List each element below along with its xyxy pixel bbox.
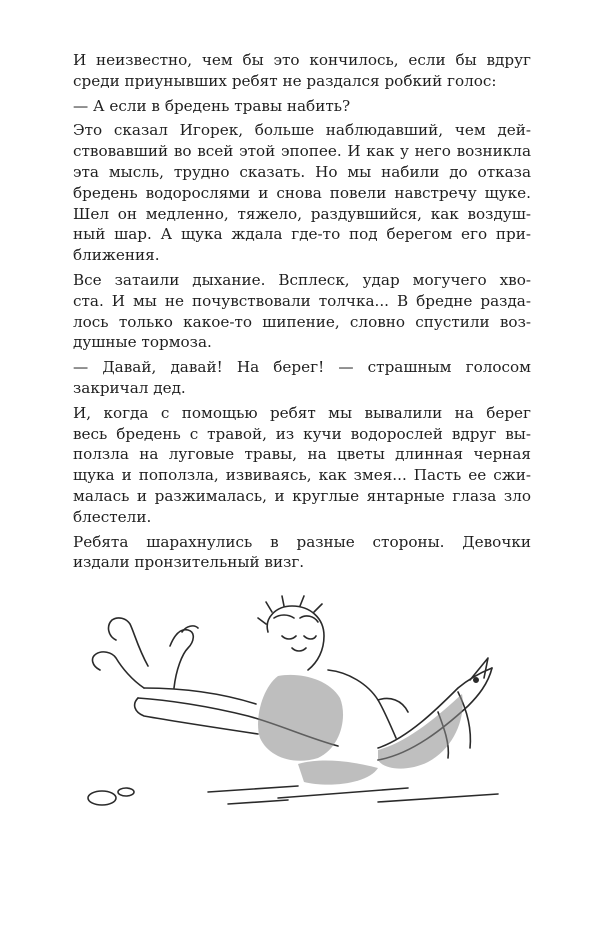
- paragraph-6: [73, 403, 531, 528]
- text-line: среди приунывших ребят не раздался робкий голос:: [73, 71, 497, 90]
- text-line: Ребята шарахнулись в разные стороны. Девочки: [73, 532, 531, 551]
- text-body: [73, 50, 531, 577]
- text-line: Шел он медленно, тяжело, раздувшийся, как воздуш-: [73, 204, 531, 223]
- text-line: ста. И мы не почувствовали толчка... В бредне разда-: [73, 291, 531, 310]
- text-line: блестели.: [73, 507, 152, 526]
- paragraph-5: [73, 357, 531, 399]
- text-line: издали пронзительный визг.: [73, 553, 305, 572]
- text-line: ный шар. А щука ждала где-то под берегом его при-: [73, 225, 531, 244]
- text-line: ползла на луговые травы, на цветы длинная черная: [73, 445, 531, 464]
- text-line: Все затаили дыхание. Всплеск, удар могучего хво-: [73, 270, 531, 289]
- text-line: бредень водорослями и снова повели навстречу щуке.: [73, 183, 531, 202]
- text-line: эта мысль, трудно сказать. Но мы набили до отказа: [73, 162, 531, 181]
- text-line: щука и поползла, извиваясь, как змея... Пасть ее сжи-: [73, 466, 531, 485]
- text-line: лось только какое-то шипение, словно спустили воз-: [73, 312, 531, 331]
- paragraph-2: [73, 96, 531, 117]
- text-line: И неизвестно, чем бы это кончилось, если бы вдруг: [73, 51, 531, 69]
- paragraph-7: [73, 532, 531, 574]
- text-line: Это сказал Игорек, больше наблюдавший, чем дей-: [73, 121, 531, 140]
- text-line: — А если в бредень травы набить?: [73, 96, 351, 115]
- paragraph-4: [73, 270, 531, 353]
- text-line: душные тормоза.: [73, 333, 212, 352]
- text-line: ствовавший во всей этой эпопее. И как у него возникла: [73, 142, 531, 161]
- paragraph-3: [73, 120, 531, 266]
- text-line: весь бредень с травой, из кучи водорослей вдруг вы-: [73, 424, 531, 443]
- paragraph-1: [73, 50, 531, 92]
- old-man-and-pike-illustration: [78, 588, 503, 828]
- text-line: ближения.: [73, 246, 160, 265]
- text-line: И, когда с помощью ребят мы вывалили на берег: [73, 403, 531, 422]
- text-line: малась и разжималась, и круглые янтарные глаза зло: [73, 486, 531, 505]
- text-line: — Давай, давай! На берег! — страшным голосом: [73, 358, 531, 377]
- text-line: закричал дед.: [73, 378, 186, 397]
